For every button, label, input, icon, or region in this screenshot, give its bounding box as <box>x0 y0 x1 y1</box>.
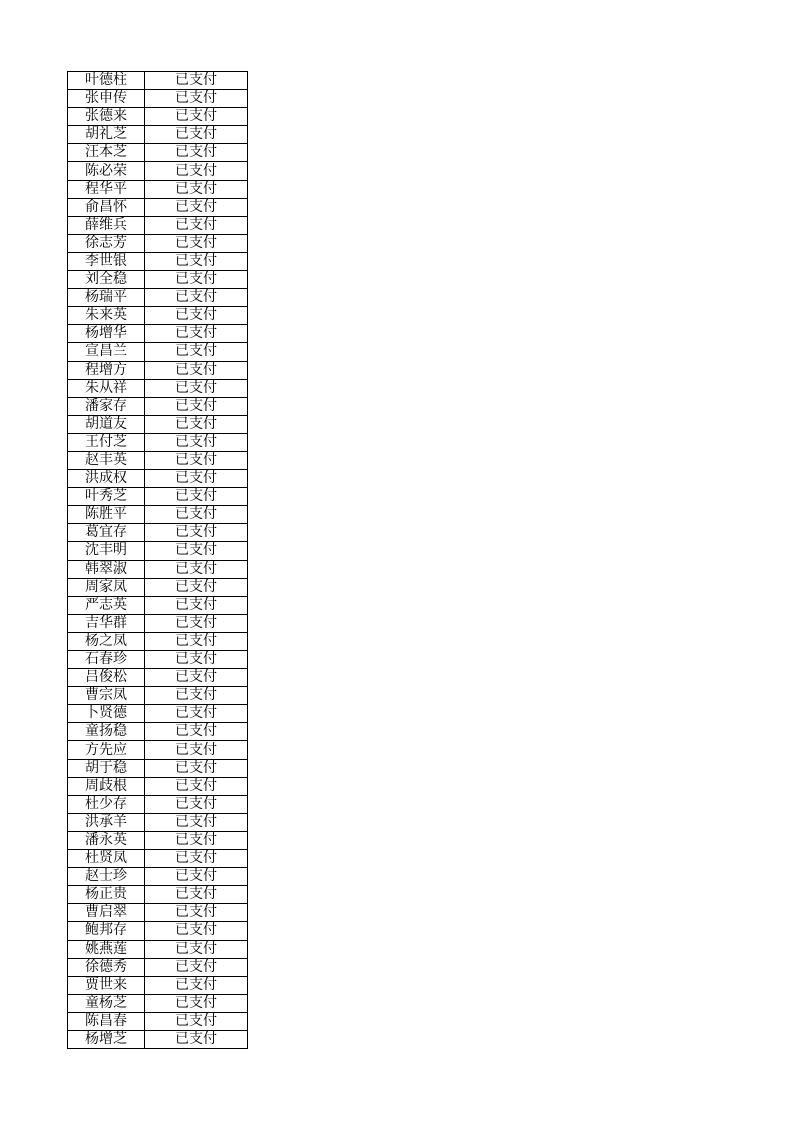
payment-status-cell: 已支付 <box>145 651 248 669</box>
payment-status-cell: 已支付 <box>145 741 248 759</box>
payment-status-cell: 已支付 <box>145 795 248 813</box>
name-cell: 韩翠淑 <box>68 560 145 578</box>
payment-status-cell: 已支付 <box>145 144 248 162</box>
payment-status-cell: 已支付 <box>145 904 248 922</box>
table-row <box>68 578 248 596</box>
payment-status-cell: 已支付 <box>145 560 248 578</box>
table-row <box>68 831 248 849</box>
table-row <box>68 632 248 650</box>
name-cell: 童扬稳 <box>68 723 145 741</box>
name-cell: 赵丰英 <box>68 451 145 469</box>
name-cell: 洪承羊 <box>68 813 145 831</box>
name-cell: 汪本芝 <box>68 144 145 162</box>
table-row <box>68 850 248 868</box>
payment-status-table <box>67 71 248 1049</box>
table-row <box>68 741 248 759</box>
payment-status-cell: 已支付 <box>145 252 248 270</box>
payment-status-cell: 已支付 <box>145 180 248 198</box>
payment-status-cell: 已支付 <box>145 289 248 307</box>
table-row <box>68 614 248 632</box>
table-row <box>68 1012 248 1030</box>
table-row <box>68 252 248 270</box>
name-cell: 杨瑞平 <box>68 289 145 307</box>
table-row <box>68 886 248 904</box>
payment-status-cell: 已支付 <box>145 1012 248 1030</box>
payment-status-cell: 已支付 <box>145 488 248 506</box>
table-row <box>68 705 248 723</box>
payment-status-cell: 已支付 <box>145 216 248 234</box>
name-cell: 杨之凤 <box>68 632 145 650</box>
table-row <box>68 596 248 614</box>
table-row <box>68 325 248 343</box>
name-cell: 童杨芝 <box>68 994 145 1012</box>
payment-status-cell: 已支付 <box>145 325 248 343</box>
payment-status-cell: 已支付 <box>145 1030 248 1048</box>
name-cell: 贾世来 <box>68 976 145 994</box>
table-row <box>68 994 248 1012</box>
table-row <box>68 940 248 958</box>
payment-status-cell: 已支付 <box>145 307 248 325</box>
payment-status-cell: 已支付 <box>145 234 248 252</box>
payment-status-cell: 已支付 <box>145 632 248 650</box>
table-row <box>68 289 248 307</box>
table-row <box>68 180 248 198</box>
payment-status-cell: 已支付 <box>145 271 248 289</box>
name-cell: 徐志芳 <box>68 234 145 252</box>
name-cell: 薛维兵 <box>68 216 145 234</box>
payment-status-cell: 已支付 <box>145 506 248 524</box>
payment-status-cell: 已支付 <box>145 433 248 451</box>
table-row <box>68 868 248 886</box>
name-cell: 曹宗凤 <box>68 687 145 705</box>
payment-status-cell: 已支付 <box>145 72 248 90</box>
payment-status-cell: 已支付 <box>145 542 248 560</box>
payment-status-cell: 已支付 <box>145 361 248 379</box>
payment-status-cell: 已支付 <box>145 958 248 976</box>
name-cell: 吉华群 <box>68 614 145 632</box>
name-cell: 刘全稳 <box>68 271 145 289</box>
name-cell: 洪成权 <box>68 470 145 488</box>
name-cell: 周歧根 <box>68 777 145 795</box>
name-cell: 沈丰明 <box>68 542 145 560</box>
name-cell: 张德来 <box>68 108 145 126</box>
payment-status-cell: 已支付 <box>145 90 248 108</box>
payment-status-cell: 已支付 <box>145 162 248 180</box>
name-cell: 石春珍 <box>68 651 145 669</box>
table-row <box>68 451 248 469</box>
payment-status-cell: 已支付 <box>145 198 248 216</box>
payment-status-cell: 已支付 <box>145 994 248 1012</box>
payment-status-cell: 已支付 <box>145 850 248 868</box>
payment-status-cell: 已支付 <box>145 886 248 904</box>
table-row <box>68 687 248 705</box>
table-row <box>68 560 248 578</box>
table-row <box>68 126 248 144</box>
table-row <box>68 976 248 994</box>
name-cell: 胡道友 <box>68 415 145 433</box>
name-cell: 俞昌怀 <box>68 198 145 216</box>
table-row <box>68 415 248 433</box>
name-cell: 杨增华 <box>68 325 145 343</box>
payment-status-cell: 已支付 <box>145 759 248 777</box>
name-cell: 程华平 <box>68 180 145 198</box>
payment-status-cell: 已支付 <box>145 922 248 940</box>
table-row <box>68 72 248 90</box>
name-cell: 鲍邦存 <box>68 922 145 940</box>
table-row <box>68 379 248 397</box>
table-row <box>68 162 248 180</box>
payment-status-cell: 已支付 <box>145 108 248 126</box>
payment-status-cell: 已支付 <box>145 126 248 144</box>
table-row <box>68 759 248 777</box>
name-cell: 王付芝 <box>68 433 145 451</box>
payment-status-cell: 已支付 <box>145 940 248 958</box>
name-cell: 宣昌兰 <box>68 343 145 361</box>
payment-status-cell: 已支付 <box>145 813 248 831</box>
table-row <box>68 777 248 795</box>
table-row <box>68 542 248 560</box>
payment-status-cell: 已支付 <box>145 470 248 488</box>
table-body <box>68 72 248 1049</box>
name-cell: 程增方 <box>68 361 145 379</box>
table-row <box>68 198 248 216</box>
name-cell: 陈昌春 <box>68 1012 145 1030</box>
table-row <box>68 904 248 922</box>
name-cell: 李世银 <box>68 252 145 270</box>
table-row <box>68 397 248 415</box>
table-row <box>68 361 248 379</box>
name-cell: 曹启翠 <box>68 904 145 922</box>
table-row <box>68 723 248 741</box>
name-cell: 叶秀芝 <box>68 488 145 506</box>
payment-status-cell: 已支付 <box>145 687 248 705</box>
table-row <box>68 144 248 162</box>
name-cell: 杨正贵 <box>68 886 145 904</box>
payment-status-cell: 已支付 <box>145 976 248 994</box>
payment-status-cell: 已支付 <box>145 415 248 433</box>
name-cell: 葛宜存 <box>68 524 145 542</box>
payment-status-cell: 已支付 <box>145 578 248 596</box>
table-row <box>68 958 248 976</box>
payment-status-cell: 已支付 <box>145 379 248 397</box>
name-cell: 潘永英 <box>68 831 145 849</box>
name-cell: 潘家存 <box>68 397 145 415</box>
name-cell: 叶德柱 <box>68 72 145 90</box>
name-cell: 杜贤凤 <box>68 850 145 868</box>
table-row <box>68 651 248 669</box>
table-row <box>68 669 248 687</box>
table-row <box>68 307 248 325</box>
name-cell: 陈必荣 <box>68 162 145 180</box>
table-row <box>68 524 248 542</box>
table-row <box>68 795 248 813</box>
table-row <box>68 813 248 831</box>
name-cell: 杜少存 <box>68 795 145 813</box>
name-cell: 杨增芝 <box>68 1030 145 1048</box>
payment-status-cell: 已支付 <box>145 777 248 795</box>
table-row <box>68 433 248 451</box>
name-cell: 胡于稳 <box>68 759 145 777</box>
payment-status-cell: 已支付 <box>145 723 248 741</box>
table-row <box>68 234 248 252</box>
table-row <box>68 271 248 289</box>
table-row <box>68 216 248 234</box>
payment-status-cell: 已支付 <box>145 451 248 469</box>
payment-status-cell: 已支付 <box>145 705 248 723</box>
name-cell: 方先应 <box>68 741 145 759</box>
payment-status-cell: 已支付 <box>145 831 248 849</box>
payment-status-cell: 已支付 <box>145 596 248 614</box>
name-cell: 赵士珍 <box>68 868 145 886</box>
name-cell: 徐德秀 <box>68 958 145 976</box>
name-cell: 张申传 <box>68 90 145 108</box>
name-cell: 卜贤德 <box>68 705 145 723</box>
name-cell: 朱来英 <box>68 307 145 325</box>
name-cell: 周家凤 <box>68 578 145 596</box>
table-row <box>68 343 248 361</box>
name-cell: 陈胜平 <box>68 506 145 524</box>
name-cell: 朱从祥 <box>68 379 145 397</box>
table-row <box>68 488 248 506</box>
payment-status-cell: 已支付 <box>145 868 248 886</box>
payment-status-cell: 已支付 <box>145 397 248 415</box>
name-cell: 胡礼芝 <box>68 126 145 144</box>
payment-status-cell: 已支付 <box>145 669 248 687</box>
table-row <box>68 1030 248 1048</box>
payment-status-cell: 已支付 <box>145 614 248 632</box>
name-cell: 姚燕莲 <box>68 940 145 958</box>
name-cell: 严志英 <box>68 596 145 614</box>
payment-status-cell: 已支付 <box>145 343 248 361</box>
name-cell: 吕俊松 <box>68 669 145 687</box>
table-row <box>68 90 248 108</box>
table-row <box>68 470 248 488</box>
payment-status-cell: 已支付 <box>145 524 248 542</box>
table-row <box>68 922 248 940</box>
table-row <box>68 108 248 126</box>
table-row <box>68 506 248 524</box>
